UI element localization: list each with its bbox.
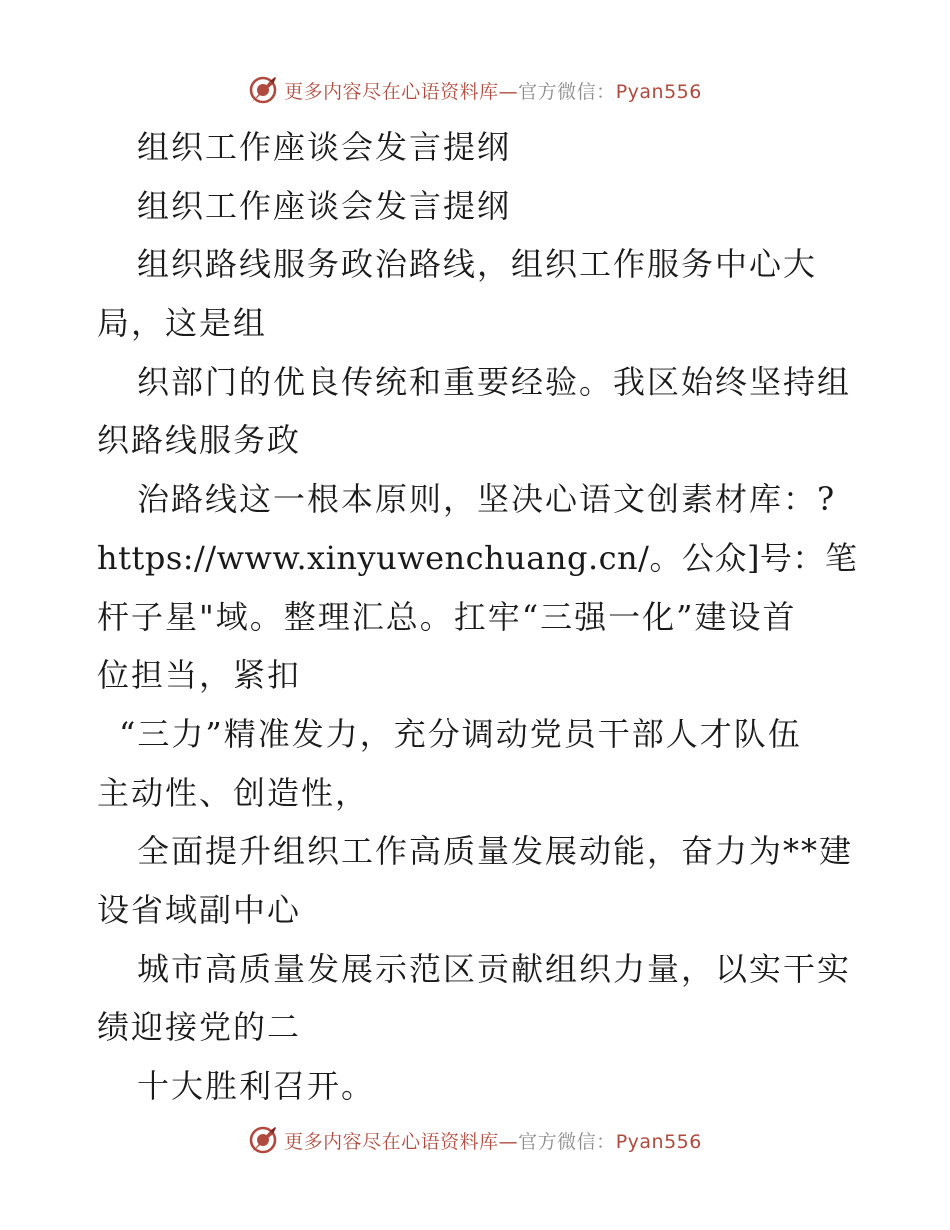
- banner-suffix-text: 官方微信：: [518, 80, 616, 103]
- banner-separator: —: [498, 80, 519, 103]
- doc-line: 位担当，紧扣: [97, 656, 302, 695]
- doc-title-repeat: 组织工作座谈会发言提纲: [137, 186, 512, 225]
- doc-line: 治路线这一根本原则，坚决心语文创素材库：?: [137, 480, 837, 519]
- quill-pen-logo-icon: [248, 1125, 278, 1155]
- banner-main-text: 更多内容尽在心语资料库: [284, 80, 499, 103]
- doc-line: 组织路线服务政治路线，组织工作服务中心大: [137, 245, 818, 284]
- doc-line: 织部门的优良传统和重要经验。我区始终坚持组: [137, 362, 852, 401]
- doc-line: 全面提升组织工作高质量发展动能，奋力为**建: [137, 832, 854, 871]
- doc-line: 局，这是组: [97, 304, 268, 343]
- doc-line-url: https://www.xinyuwenchuang.cn/。公众]号：笔: [97, 538, 858, 577]
- banner-suffix-text: 官方微信：: [518, 1130, 616, 1153]
- doc-line: 主动性、创造性，: [97, 773, 370, 812]
- quill-pen-logo-icon: [248, 75, 278, 105]
- doc-line: 杆子星"域。整理汇总。扛牢“三强一化”建设首: [97, 597, 797, 636]
- doc-line: 设省域副中心: [97, 890, 302, 929]
- banner-text: [284, 77, 702, 104]
- doc-line: 绩迎接党的二: [97, 1008, 302, 1047]
- footer-banner: [0, 1120, 950, 1160]
- document-body: [97, 118, 857, 1116]
- banner-main-text: 更多内容尽在心语资料库: [284, 1130, 499, 1153]
- banner-wechat-id: Pyan556: [615, 1130, 702, 1153]
- doc-line: 十大胜利召开。: [137, 1067, 376, 1105]
- header-banner: [0, 70, 950, 110]
- banner-separator: —: [498, 1130, 519, 1153]
- doc-line: “三力”精准发力，充分调动党员干部人才队伍: [119, 714, 802, 753]
- doc-line: 城市高质量发展示范区贡献组织力量，以实干实: [137, 949, 852, 988]
- doc-title: 组织工作座谈会发言提纲: [137, 128, 512, 166]
- banner-text: [284, 1127, 702, 1154]
- banner-wechat-id: Pyan556: [615, 80, 702, 103]
- doc-line: 织路线服务政: [97, 421, 302, 460]
